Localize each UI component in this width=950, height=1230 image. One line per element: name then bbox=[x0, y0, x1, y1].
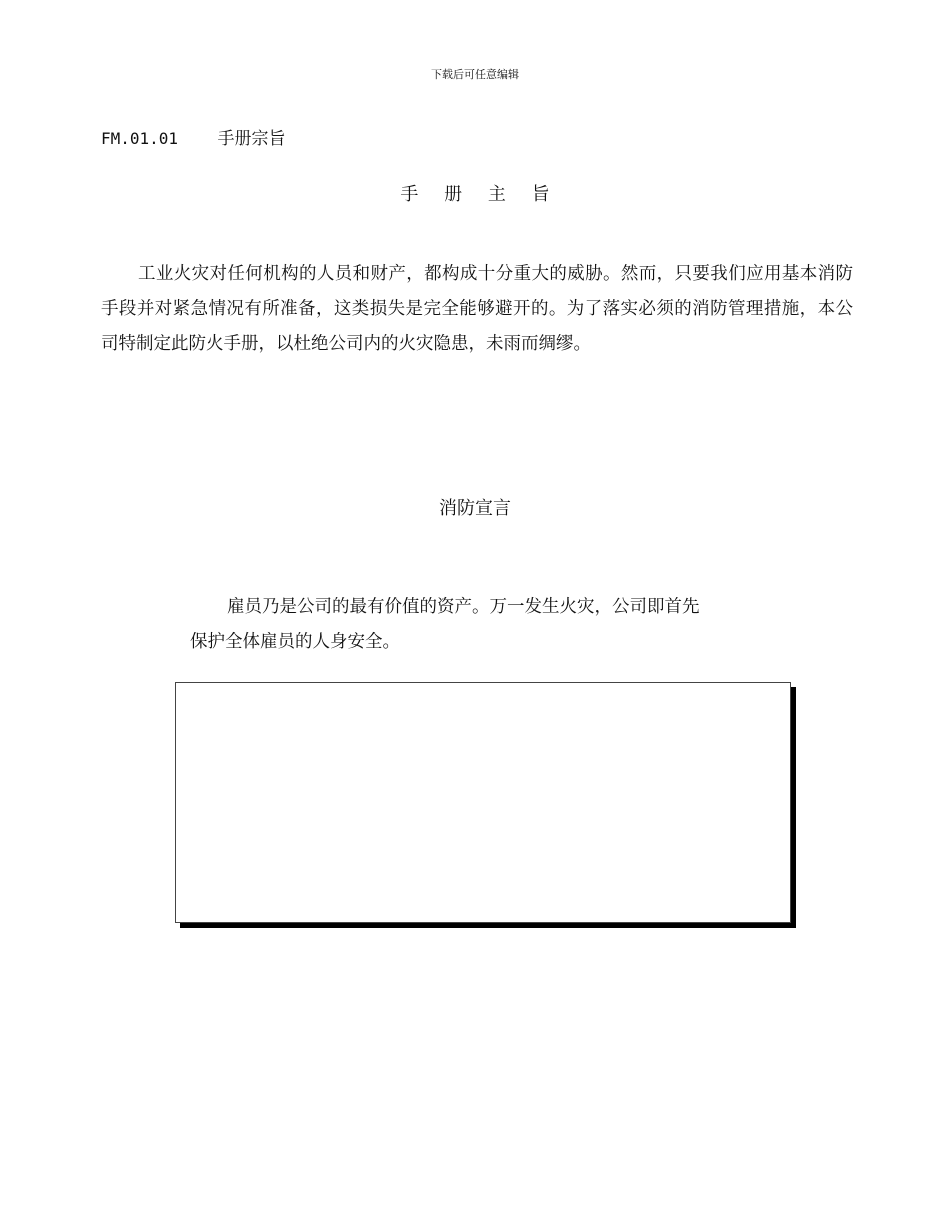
section-title: 消防宣言 bbox=[439, 498, 511, 519]
document-code-row bbox=[101, 124, 285, 149]
shadowed-blank-box bbox=[175, 682, 791, 923]
main-title: 手 册 主 旨 bbox=[400, 184, 560, 205]
page-header-note: 下载后可任意编辑 bbox=[431, 68, 519, 81]
declaration-line-1: 雇员乃是公司的最有价值的资产。万一发生火灾，公司即首先 bbox=[227, 597, 700, 617]
declaration-text bbox=[190, 590, 750, 660]
document-code: FM.01.01 bbox=[101, 129, 179, 148]
intro-paragraph: 工业火灾对任何机构的人员和财产，都构成十分重大的威胁。然而，只要我们应用基本消防手段并对紧急情况有所准备，这类损失是完全能够避开的。为了落实必须的消防管理措施，本公司特制定此防火手册，以杜绝公司内的火灾隐患，未雨而绸缪。 bbox=[101, 264, 853, 354]
document-code-title: 手册宗旨 bbox=[217, 129, 286, 149]
declaration-line-2: 保护全体雇员的人身安全。 bbox=[190, 632, 400, 652]
